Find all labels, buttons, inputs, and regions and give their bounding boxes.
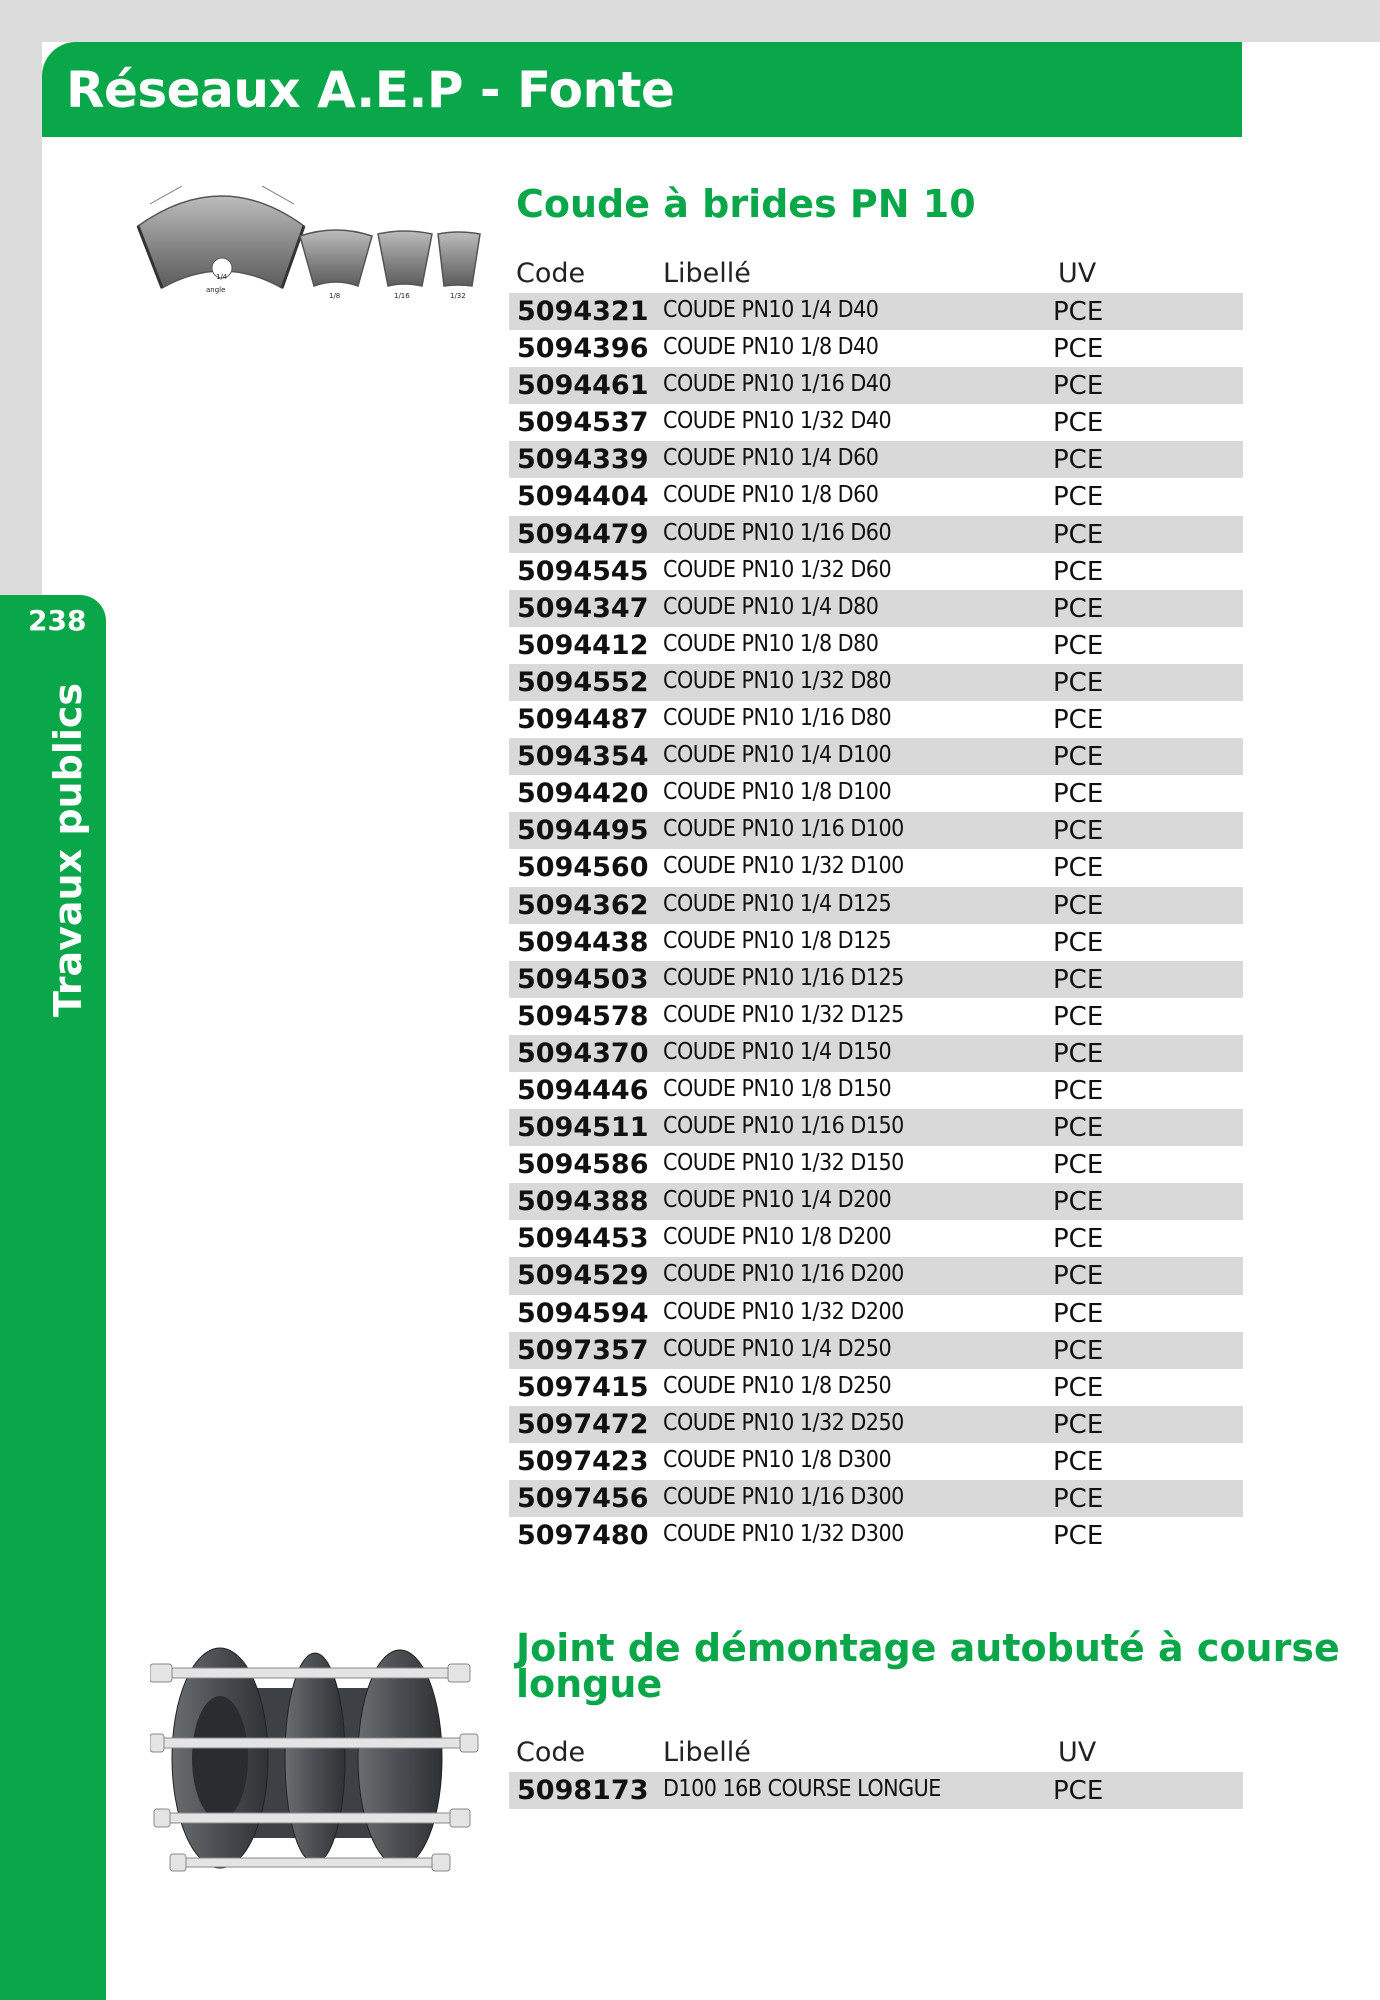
elbow-thirtysecond-shape — [438, 232, 480, 300]
label-cell: COUDE PN10 1/4 D200 — [663, 1187, 892, 1214]
uv-cell: PCE — [1053, 556, 1104, 587]
code-cell: 5094560 — [517, 852, 649, 884]
label-cell: COUDE PN10 1/32 D100 — [663, 853, 904, 880]
uv-cell: PCE — [1053, 593, 1104, 624]
label-cell: COUDE PN10 1/16 D80 — [663, 705, 892, 732]
label-cell: COUDE PN10 1/8 D250 — [663, 1372, 892, 1399]
table-row — [509, 404, 1243, 441]
elbow-label-thirtysecond: 1/32 — [450, 292, 466, 300]
section2-header-code: Code — [516, 1737, 586, 1768]
label-cell: COUDE PN10 1/32 D150 — [663, 1150, 904, 1177]
code-cell: 5097472 — [517, 1408, 649, 1440]
code-cell: 5094586 — [517, 1149, 649, 1181]
table-row — [509, 627, 1243, 664]
table-row — [509, 1072, 1243, 1109]
uv-cell: PCE — [1053, 408, 1104, 439]
uv-cell: PCE — [1053, 1261, 1104, 1292]
code-cell: 5097423 — [517, 1445, 649, 1477]
label-cell: COUDE PN10 1/4 D80 — [663, 593, 879, 620]
section2-table — [509, 1772, 1243, 1809]
table-row — [509, 330, 1243, 367]
label-cell: COUDE PN10 1/8 D40 — [663, 334, 879, 361]
label-cell: COUDE PN10 1/32 D125 — [663, 1001, 904, 1028]
table-row — [509, 775, 1243, 812]
elbow-diagram-image — [132, 186, 484, 302]
page-number: 238 — [28, 604, 87, 637]
label-cell: COUDE PN10 1/4 D125 — [663, 890, 892, 917]
elbow-label-eighth: 1/8 — [329, 292, 341, 300]
table-row — [509, 367, 1243, 404]
code-cell: 5094388 — [517, 1186, 649, 1218]
uv-cell: PCE — [1053, 667, 1104, 698]
uv-cell: PCE — [1053, 371, 1104, 402]
label-cell: COUDE PN10 1/16 D150 — [663, 1113, 904, 1140]
uv-cell: PCE — [1053, 1409, 1104, 1440]
table-row — [509, 1183, 1243, 1220]
label-cell: COUDE PN10 1/16 D125 — [663, 964, 904, 991]
uv-cell: PCE — [1053, 297, 1104, 327]
code-cell: 5094362 — [517, 889, 649, 921]
uv-cell: PCE — [1053, 334, 1104, 365]
table-row — [509, 701, 1243, 738]
uv-cell: PCE — [1053, 630, 1104, 661]
elbow-eighth-shape — [300, 230, 372, 300]
table-row — [509, 1772, 1243, 1809]
uv-cell: PCE — [1053, 1150, 1104, 1181]
table-row — [509, 1443, 1243, 1480]
label-cell: COUDE PN10 1/32 D60 — [663, 556, 892, 583]
section2-header-uv: UV — [1058, 1737, 1097, 1768]
label-cell: COUDE PN10 1/32 D200 — [663, 1298, 904, 1325]
elbow-sixteenth-shape — [378, 231, 432, 300]
code-cell: 5094495 — [517, 815, 649, 847]
code-cell: 5094396 — [517, 333, 649, 365]
uv-cell: PCE — [1053, 1113, 1104, 1144]
table-row — [509, 961, 1243, 998]
code-cell: 5098173 — [517, 1775, 649, 1806]
table-row — [509, 478, 1243, 515]
label-cell: COUDE PN10 1/32 D300 — [663, 1521, 904, 1548]
table-row — [509, 1146, 1243, 1183]
section1-header-uv: UV — [1058, 258, 1097, 289]
uv-cell: PCE — [1053, 1521, 1104, 1552]
code-cell: 5094453 — [517, 1223, 649, 1255]
label-cell: COUDE PN10 1/16 D200 — [663, 1261, 904, 1288]
uv-cell: PCE — [1053, 1001, 1104, 1032]
label-cell: D100 16B COURSE LONGUE — [663, 1776, 941, 1802]
uv-cell: PCE — [1053, 816, 1104, 847]
code-cell: 5097415 — [517, 1371, 649, 1403]
uv-cell: PCE — [1053, 519, 1104, 550]
code-cell: 5094479 — [517, 518, 649, 550]
label-cell: COUDE PN10 1/32 D40 — [663, 408, 892, 435]
code-cell: 5094503 — [517, 963, 649, 995]
code-cell: 5094404 — [517, 481, 649, 513]
section1-header-label: Libellé — [663, 258, 751, 289]
table-row — [509, 664, 1243, 701]
table-row — [509, 590, 1243, 627]
table-row — [509, 1257, 1243, 1294]
dismantling-joint-image — [150, 1628, 480, 1890]
uv-cell: PCE — [1053, 1038, 1104, 1069]
label-cell: COUDE PN10 1/4 D250 — [663, 1335, 892, 1362]
section1-header-code: Code — [516, 258, 586, 289]
code-cell: 5097456 — [517, 1483, 649, 1514]
code-cell: 5094354 — [517, 741, 649, 773]
label-cell: COUDE PN10 1/4 D40 — [663, 297, 879, 323]
uv-cell: PCE — [1053, 1446, 1104, 1477]
uv-cell: PCE — [1053, 964, 1104, 995]
table-row — [509, 1369, 1243, 1406]
label-cell: COUDE PN10 1/32 D250 — [663, 1409, 904, 1436]
code-cell: 5094529 — [517, 1260, 649, 1292]
code-cell: 5094438 — [517, 926, 649, 958]
elbow-label-angle: angle — [206, 286, 226, 294]
table-row — [509, 1406, 1243, 1443]
code-cell: 5094321 — [517, 296, 649, 327]
table-row — [509, 1517, 1243, 1554]
label-cell: COUDE PN10 1/4 D100 — [663, 742, 892, 769]
table-row — [509, 553, 1243, 590]
left-grey-margin — [0, 0, 42, 600]
code-cell: 5094461 — [517, 370, 649, 402]
code-cell: 5094370 — [517, 1037, 649, 1069]
elbow-quarter-shape — [138, 186, 304, 294]
table-row — [509, 849, 1243, 886]
label-cell: COUDE PN10 1/4 D60 — [663, 445, 879, 472]
label-cell: COUDE PN10 1/8 D100 — [663, 779, 892, 806]
section2-title-line2: longue — [516, 1662, 663, 1706]
table-row — [509, 1220, 1243, 1257]
section2-title-line1: Joint de démontage autobuté à course — [516, 1626, 1340, 1670]
label-cell: COUDE PN10 1/16 D40 — [663, 371, 892, 398]
uv-cell: PCE — [1053, 1075, 1104, 1106]
code-cell: 5094552 — [517, 666, 649, 698]
elbow-label-quarter: 1/4 — [216, 273, 228, 281]
table-row — [509, 924, 1243, 961]
uv-cell: PCE — [1053, 890, 1104, 921]
label-cell: COUDE PN10 1/4 D150 — [663, 1038, 892, 1065]
table-row — [509, 1109, 1243, 1146]
uv-cell: PCE — [1053, 1372, 1104, 1403]
table-row — [509, 738, 1243, 775]
elbow-label-sixteenth: 1/16 — [394, 292, 410, 300]
uv-cell: PCE — [1053, 1224, 1104, 1255]
code-cell: 5094347 — [517, 592, 649, 624]
label-cell: COUDE PN10 1/8 D300 — [663, 1446, 892, 1473]
table-row — [509, 516, 1243, 553]
section1-table — [509, 293, 1243, 1554]
code-cell: 5094511 — [517, 1112, 649, 1144]
uv-cell: PCE — [1053, 927, 1104, 958]
code-cell: 5094446 — [517, 1074, 649, 1106]
table-row — [509, 293, 1243, 330]
section-side-label: Travaux publics — [46, 683, 90, 1017]
code-cell: 5094339 — [517, 444, 649, 476]
code-cell: 5094578 — [517, 1000, 649, 1032]
code-cell: 5097357 — [517, 1334, 649, 1366]
uv-cell: PCE — [1053, 742, 1104, 773]
table-row — [509, 812, 1243, 849]
uv-cell: PCE — [1053, 482, 1104, 513]
table-row — [509, 887, 1243, 924]
label-cell: COUDE PN10 1/8 D60 — [663, 482, 879, 509]
label-cell: COUDE PN10 1/32 D80 — [663, 667, 892, 694]
uv-cell: PCE — [1053, 1335, 1104, 1366]
table-row — [509, 1332, 1243, 1369]
uv-cell: PCE — [1053, 853, 1104, 884]
code-cell: 5094487 — [517, 704, 649, 736]
joint-flange-middle — [285, 1653, 345, 1863]
joint-flange-right — [358, 1650, 442, 1866]
code-cell: 5097480 — [517, 1520, 649, 1552]
code-cell: 5094412 — [517, 629, 649, 661]
page-title: Réseaux A.E.P - Fonte — [66, 61, 675, 119]
label-cell: COUDE PN10 1/8 D150 — [663, 1075, 892, 1102]
label-cell: COUDE PN10 1/16 D60 — [663, 519, 892, 546]
uv-cell: PCE — [1053, 1187, 1104, 1218]
top-grey-strip — [0, 0, 1380, 42]
label-cell: COUDE PN10 1/16 D300 — [663, 1484, 904, 1510]
uv-cell: PCE — [1053, 1484, 1104, 1514]
code-cell: 5094420 — [517, 778, 649, 810]
label-cell: COUDE PN10 1/16 D100 — [663, 816, 904, 843]
label-cell: COUDE PN10 1/8 D125 — [663, 927, 892, 954]
label-cell: COUDE PN10 1/8 D80 — [663, 630, 879, 657]
uv-cell: PCE — [1053, 779, 1104, 810]
uv-cell: PCE — [1053, 445, 1104, 476]
code-cell: 5094594 — [517, 1297, 649, 1329]
uv-cell: PCE — [1053, 705, 1104, 736]
uv-cell: PCE — [1053, 1298, 1104, 1329]
code-cell: 5094545 — [517, 555, 649, 587]
uv-cell: PCE — [1053, 1776, 1104, 1806]
table-row — [509, 1295, 1243, 1332]
table-row — [509, 441, 1243, 478]
table-row — [509, 1480, 1243, 1517]
table-row — [509, 1035, 1243, 1072]
code-cell: 5094537 — [517, 407, 649, 439]
label-cell: COUDE PN10 1/8 D200 — [663, 1224, 892, 1251]
section1-title: Coude à brides PN 10 — [516, 182, 976, 226]
table-row — [509, 998, 1243, 1035]
section2-header-label: Libellé — [663, 1737, 751, 1768]
